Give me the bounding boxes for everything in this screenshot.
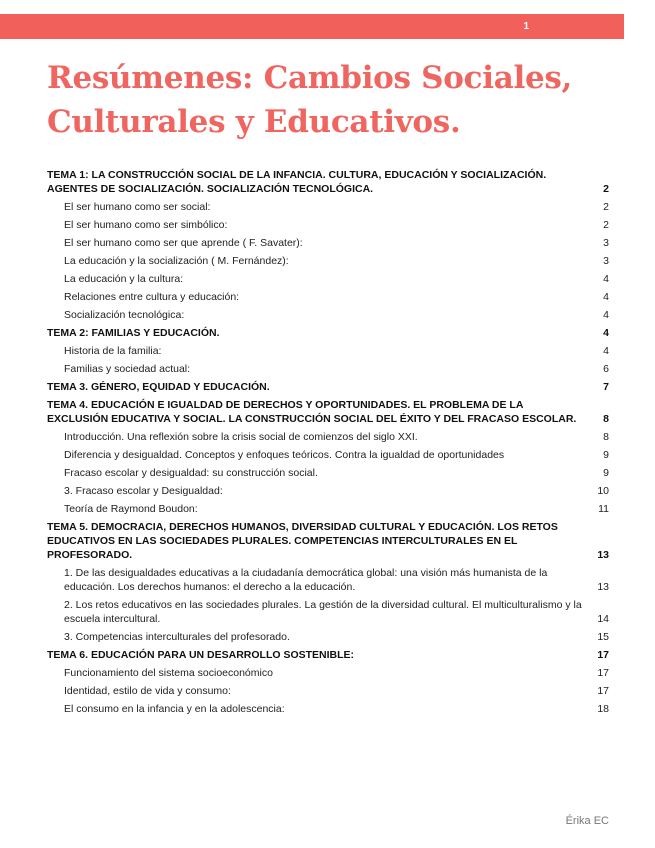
toc-section-entry[interactable]	[47, 218, 609, 232]
toc-section-entry[interactable]	[47, 666, 609, 680]
toc-entry-page: 14	[597, 613, 609, 625]
toc-chapter-entry[interactable]	[47, 398, 609, 426]
toc-entry-page: 8	[603, 413, 609, 425]
toc-section-entry[interactable]	[47, 484, 609, 498]
toc-entry-page: 10	[597, 485, 609, 497]
toc-entry-page: 4	[603, 291, 609, 303]
toc-section-entry[interactable]	[47, 448, 609, 462]
toc-section-entry[interactable]	[47, 684, 609, 698]
toc-entry-page: 2	[603, 219, 609, 231]
header-bar	[0, 14, 624, 39]
toc-entry-page: 9	[603, 449, 609, 461]
toc-entry-page: 3	[603, 255, 609, 267]
toc-entry-text: Introducción. Una reflexión sobre la crisis social de comienzos del siglo XXI.	[64, 431, 418, 443]
toc-section-entry[interactable]	[47, 702, 609, 716]
toc-section-entry[interactable]	[47, 566, 609, 594]
toc-entry-text: La educación y la socialización ( M. Fernández):	[64, 255, 289, 267]
toc-section-entry[interactable]	[47, 290, 609, 304]
toc-entry-page: 3	[603, 237, 609, 249]
toc-entry-text: La educación y la cultura:	[64, 273, 184, 285]
toc-entry-page: 4	[603, 345, 609, 357]
toc-entry-page: 18	[597, 703, 609, 715]
toc-entry-page: 2	[603, 183, 609, 195]
toc-entry-text: El ser humano como ser simbólico:	[64, 219, 228, 231]
toc-entry-text: TEMA 1: LA CONSTRUCCIÓN SOCIAL DE LA INFANCIA. CULTURA, EDUCACIÓN Y SOCIALIZACIÓN. AGENTES DE SOCIALIZACIÓN. SOCIALIZACIÓN TECNOLÓGICA.	[47, 169, 547, 195]
toc-section-entry[interactable]	[47, 272, 609, 286]
toc-section-entry[interactable]	[47, 254, 609, 268]
page-number: 1	[523, 21, 529, 32]
toc-chapter-entry[interactable]	[47, 520, 609, 562]
toc-entry-page: 9	[603, 467, 609, 479]
toc-entry-page: 15	[597, 631, 609, 643]
toc-entry-page: 17	[597, 667, 609, 679]
toc-entry-page: 13	[597, 581, 609, 593]
toc-entry-text: Historia de la familia:	[64, 345, 162, 357]
footer-author: Érika EC	[565, 815, 609, 827]
toc-entry-text: El consumo en la infancia y en la adolescencia:	[64, 703, 285, 715]
toc-section-entry[interactable]	[47, 502, 609, 516]
toc-entry-text: TEMA 2: FAMILIAS Y EDUCACIÓN.	[47, 327, 220, 339]
toc-entry-page: 2	[603, 201, 609, 213]
toc-chapter-entry[interactable]	[47, 380, 609, 394]
toc-entry-text: Funcionamiento del sistema socioeconómico	[64, 667, 273, 679]
toc-entry-text: Teoría de Raymond Boudon:	[64, 503, 198, 515]
toc-entry-text: El ser humano como ser que aprende ( F. Savater):	[64, 237, 303, 249]
toc-section-entry[interactable]	[47, 466, 609, 480]
toc-entry-page: 17	[597, 685, 609, 697]
toc-chapter-entry[interactable]	[47, 648, 609, 662]
table-of-contents	[47, 168, 609, 716]
toc-entry-page: 13	[597, 549, 609, 561]
toc-entry-text: 3. Competencias interculturales del profesorado.	[64, 631, 290, 643]
toc-entry-text: Fracaso escolar y desigualdad: su construcción social.	[64, 467, 318, 479]
toc-entry-text: TEMA 3. GÉNERO, EQUIDAD Y EDUCACIÓN.	[47, 381, 270, 393]
toc-section-entry[interactable]	[47, 200, 609, 214]
document-title: Resúmenes: Cambios Sociales, Culturales y Educativos.	[47, 60, 573, 140]
toc-entry-text: El ser humano como ser social:	[64, 201, 211, 213]
toc-entry-page: 4	[603, 327, 609, 339]
toc-entry-page: 8	[603, 431, 609, 443]
toc-entry-text: TEMA 6. EDUCACIÓN PARA UN DESARROLLO SOSTENIBLE:	[47, 649, 355, 661]
toc-section-entry[interactable]	[47, 362, 609, 376]
toc-section-entry[interactable]	[47, 598, 609, 626]
toc-entry-text: 1. De las desigualdades educativas a la ciudadanía democrática global: una visión más humanista de la educación. Los derechos humanos: el derecho a la educación.	[64, 567, 548, 593]
toc-entry-text: TEMA 4. EDUCACIÓN E IGUALDAD DE DERECHOS Y OPORTUNIDADES. EL PROBLEMA DE LA EXCLUSIÓN EDUCATIVA Y SOCIAL. LA CONSTRUCCIÓN SOCIAL DEL ÉXITO Y DEL FRACASO ESCOLAR.	[47, 399, 577, 425]
toc-entry-text: Identidad, estilo de vida y consumo:	[64, 685, 231, 697]
toc-chapter-entry[interactable]	[47, 168, 609, 196]
toc-section-entry[interactable]	[47, 308, 609, 322]
toc-entry-text: 2. Los retos educativos en las sociedades plurales. La gestión de la diversidad cultural. El multiculturalismo y la escuela intercultural.	[64, 599, 582, 625]
toc-entry-page: 11	[598, 503, 609, 515]
toc-entry-text: 3. Fracaso escolar y Desigualdad:	[64, 485, 223, 497]
toc-section-entry[interactable]	[47, 236, 609, 250]
toc-entry-text: TEMA 5. DEMOCRACIA, DERECHOS HUMANOS, DIVERSIDAD CULTURAL Y EDUCACIÓN. LOS RETOS EDUCATIVOS EN LAS SOCIEDADES PLURALES. COMPETENCIAS INTERCULTURALES EN EL PROFESORADO.	[47, 521, 558, 561]
toc-section-entry[interactable]	[47, 630, 609, 644]
toc-entry-page: 17	[597, 649, 609, 661]
toc-entry-text: Relaciones entre cultura y educación:	[64, 291, 240, 303]
toc-section-entry[interactable]	[47, 430, 609, 444]
toc-entry-page: 4	[603, 273, 609, 285]
toc-entry-page: 4	[603, 309, 609, 321]
toc-section-entry[interactable]	[47, 344, 609, 358]
toc-entry-text: Socialización tecnológica:	[64, 309, 185, 321]
toc-entry-page: 6	[603, 363, 609, 375]
toc-entry-page: 7	[603, 381, 609, 393]
toc-chapter-entry[interactable]	[47, 326, 609, 340]
toc-entry-text: Familias y sociedad actual:	[64, 363, 191, 375]
toc-entry-text: Diferencia y desigualdad. Conceptos y enfoques teóricos. Contra la igualdad de oportunidades	[64, 449, 505, 461]
